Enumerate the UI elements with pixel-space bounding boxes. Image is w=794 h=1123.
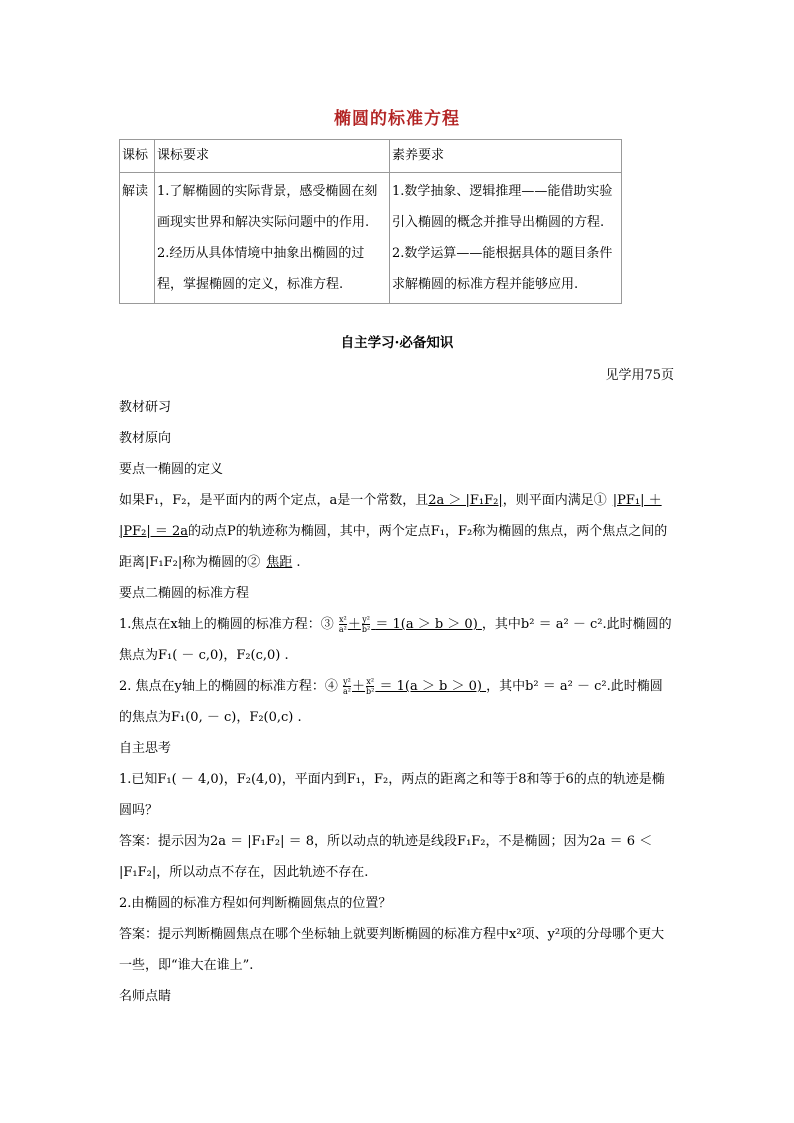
heading-line: 要点二椭圆的标准方程: [119, 586, 250, 601]
x-axis-equation-paragraph: [119, 609, 675, 671]
heading-line: 教材原向: [119, 431, 172, 446]
fraction: $\frac{\text{y²}}{\text{b²}}$: [361, 615, 371, 634]
header-cell: 课标: [120, 140, 155, 173]
heading-line: 名师点睛: [119, 989, 172, 1004]
text-run: 2. 焦点在y轴上的椭圆的标准方程：④: [119, 679, 338, 694]
page-reference: 见学用75页: [605, 368, 674, 383]
requirement-item: 2.数学运算——能根据具体的题目条件求解椭圆的标准方程并能够应用.: [392, 246, 613, 292]
answer: 答案：提示判断椭圆焦点在哪个坐标轴上就要判断椭圆的标准方程中x²项、y²项的分母哪个更大一些，即“谁大在谁上”.: [119, 927, 665, 973]
requirements-table: [119, 139, 622, 304]
table-row: [120, 173, 622, 304]
y-axis-equation-paragraph: [119, 671, 675, 733]
section-heading: 自主学习·必备知识: [340, 335, 454, 351]
heading-line: 教材研习: [119, 400, 172, 415]
text-run: .: [292, 555, 301, 570]
heading-line: 自主思考: [119, 741, 172, 756]
text-run: 的动点P的轨迹称为椭圆，其中，两个定点F₁，F₂称为椭圆的焦点，两个焦点之间的距离|F₁F₂|称为椭圆的②: [119, 524, 668, 570]
content-body: [119, 392, 675, 1012]
answer: 答案：提示因为2a ＝ |F₁F₂| ＝ 8，所以动点的轨迹是线段F₁F₂，不是椭圆；因为2a ＝ 6 ＜ |F₁F₂|，所以动点不存在，因此轨迹不存在.: [119, 834, 653, 880]
text-run: ，其中b² ＝ a² － c².此时椭圆的焦点为F₁( － c,0)，F₂(c,0): [119, 617, 672, 663]
text-run: 如果F₁，F₂，是平面内的两个定点，a是一个常数，且: [119, 493, 429, 508]
fill-blank-equation: $\frac{\text{x²}}{\text{a²}}$ ＋ $\frac{\text{y²}}{\text{b²}}$ ＝ 1(a ＞ b ＞ 0): [338, 615, 478, 634]
fill-blank: 2a ＞ |F₁F₂|: [428, 493, 503, 508]
text-run: 1.焦点在x轴上的椭圆的标准方程：③: [119, 617, 334, 632]
fill-blank: 焦距: [266, 555, 293, 570]
heading-line: 要点一椭圆的定义: [119, 462, 224, 477]
table-header-row: [120, 140, 622, 173]
requirement-item: 1.数学抽象、逻辑推理——能借助实验引入椭圆的概念并推导出椭圆的方程.: [392, 184, 613, 230]
fill-blank-equation: $\frac{\text{y²}}{\text{a²}}$ ＋ $\frac{\text{x²}}{\text{b²}}$ ＝ 1(a ＞ b ＞ 0): [343, 677, 482, 696]
row-label: 解读: [120, 173, 155, 304]
fraction: $\frac{\text{x²}}{\text{a²}}$: [338, 615, 347, 634]
course-requirements-cell: [155, 173, 390, 304]
literacy-requirements-cell: [390, 173, 622, 304]
page-title: 椭圆的标准方程: [334, 109, 460, 129]
text-run: .: [293, 710, 302, 725]
header-cell: 素养要求: [390, 140, 622, 173]
requirement-item: 2.经历从具体情境中抽象出椭圆的过程，掌握椭圆的定义，标准方程.: [157, 246, 365, 292]
fill-blank: |PF₁| ＋ |PF₂| ＝ 2a: [119, 493, 662, 539]
requirement-item: 1.了解椭圆的实际背景，感受椭圆在刻画现实世界和解决实际问题中的作用.: [157, 184, 378, 230]
question: 1.已知F₁( － 4,0)，F₂(4,0)，平面内到F₁，F₂，两点的距离之和等于8和等于6的点的轨迹是椭圆吗？: [119, 772, 665, 818]
fraction: $\frac{\text{y²}}{\text{a²}}$: [343, 677, 352, 696]
text-run: .: [280, 648, 289, 663]
question: 2.由椭圆的标准方程如何判断椭圆焦点的位置？: [119, 896, 392, 911]
definition-paragraph: [119, 485, 675, 578]
text-run: ，其中b² ＝ a² － c².此时椭圆的焦点为F₁(0, － c)，F₂(0,c): [119, 679, 663, 725]
fraction: $\frac{\text{x²}}{\text{b²}}$: [366, 677, 375, 696]
text-run: ，则平面内满足①: [502, 493, 607, 508]
header-cell: 课标要求: [155, 140, 390, 173]
